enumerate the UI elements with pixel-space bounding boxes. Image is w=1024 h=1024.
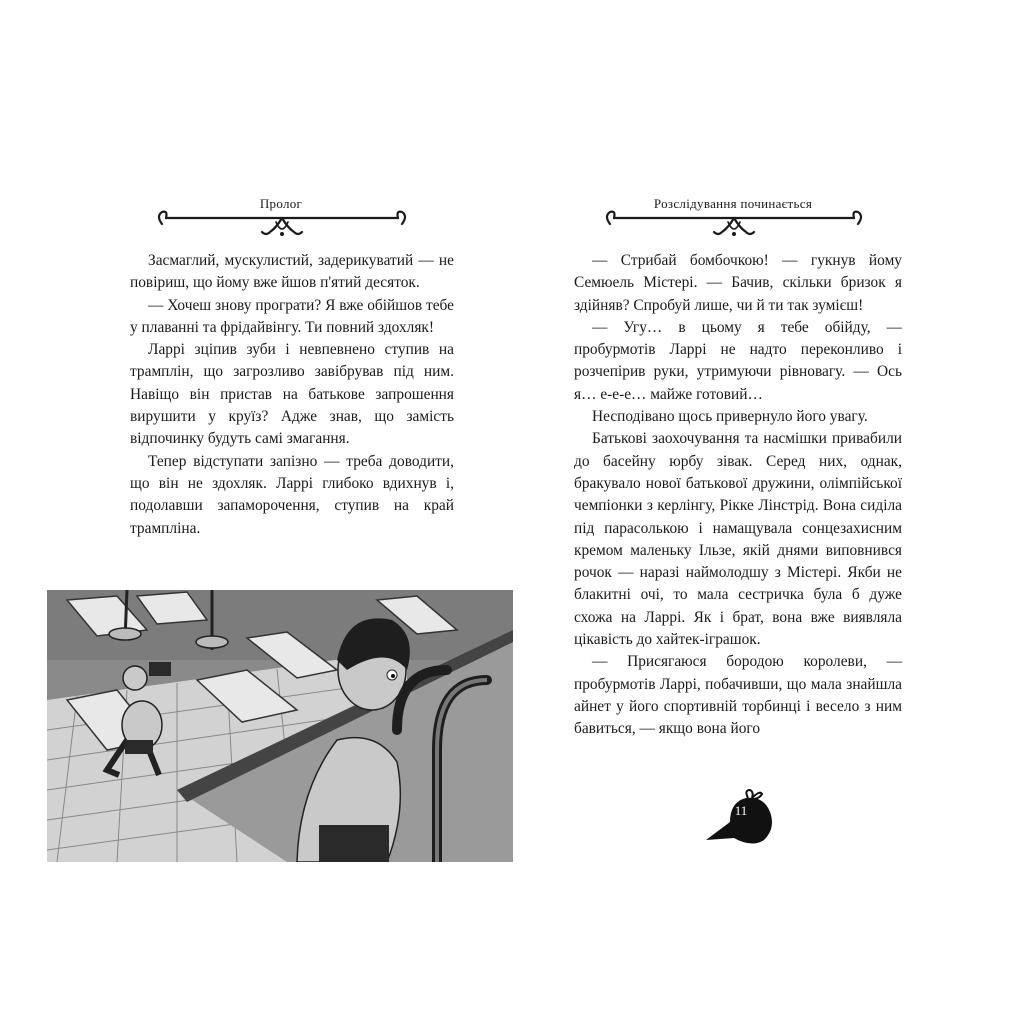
page-number: 11 [734,803,748,818]
paragraph: Ларрі зціпив зуби і невпевнено ступив на трамплін, що загрозливо завібрував під ним. Навіщо він пристав на батькове запрошення вирушити у круїз? Адже знав, що замість відпочинку будуть самі змагання. [130,341,454,448]
paragraph: Несподівано щось привернуло його увагу. [592,408,868,426]
flourish-ornament-left [150,206,414,242]
running-head-right: Розслідування починається [653,196,813,211]
paragraph: — Присягаюся бородою королеви, — пробурмотів Ларрі, побачивши, що мала знайшла айнет у його спортивній торбинці і весело з ним бавиться, — якщо вона його [574,653,902,738]
paragraph: — Стрибай бомбочкою! — гукнув йому Семюель Містері. — Бачив, скільки бризок я здійняв? Спробуй лише, чи й ти так зумієш! [574,252,902,314]
text-column-right [574,250,902,741]
paragraph: — Хочеш знову програти? Я вже обійшов тебе у плаванні та фрідайвінгу. Ти повний здохляк! [130,296,454,336]
paragraph: Тепер відступати запізно — треба доводити, що він не здохляк. Ларрі глибоко вдихнув і, подолавши запаморочення, ступив на край трампліна. [130,452,454,537]
paragraph: Засмаглий, мускулистий, задерикуватий — не повіриш, що йому вже йшов п'ятий десяток. [130,252,454,292]
pool-scene-drawing [47,590,513,862]
paragraph: Батькові заохочування та насмішки привабили до басейну юрбу зівак. Серед них, однак, бракувало нової батькової дружини, олімпійської чемпіонки з керлінгу, Рікке Лінстрід. Вона сиділа під парасолькою і намащувала сонцезахисним кремом маленьку Ільзе, якій днями виповнився рочок — наразі наймолодшу з Містері. Якби не блакитні очі, то мала сестричка була б дуже схожа на Ларрі. Як і брат, вона вже виявляла цікавість до хайтек-іграшок. [574,430,902,649]
text-column-left [130,250,454,540]
running-head-left: Пролог [259,196,303,211]
flourish-ornament-right [598,206,870,242]
pool-illustration [47,590,513,862]
paragraph: — Угу… в цьому я тебе обійду, — пробурмотів Ларрі не надто переконливо і розчепірив руки, утримуючи рівновагу. — Ось я… е-е-е… майже готовий… [574,318,902,403]
